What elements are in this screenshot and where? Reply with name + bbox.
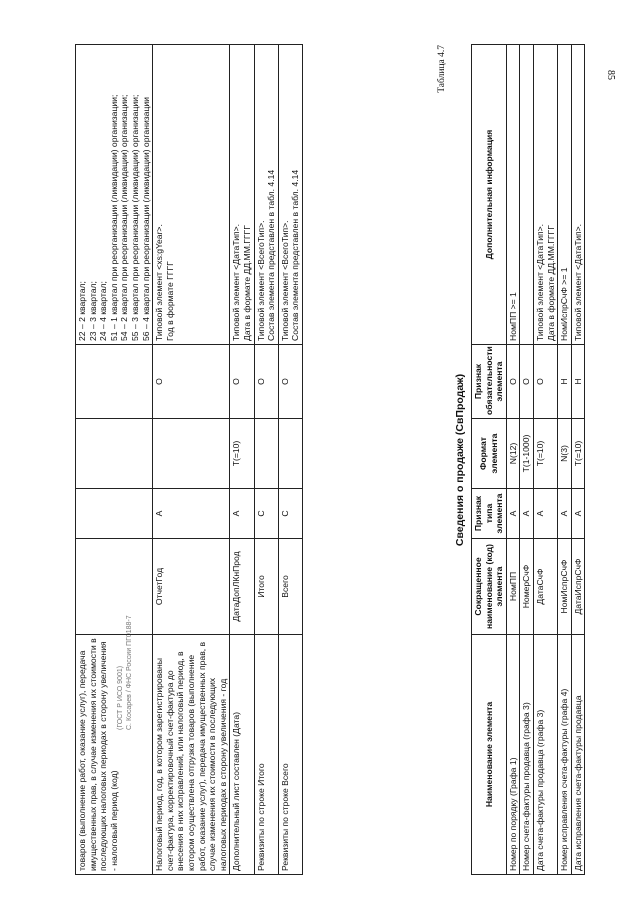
continuation-table <box>75 44 303 875</box>
cell-info: Типовой элемент <ВсегоТип>. Состав элемента представлен в табл. 4.14 <box>278 45 302 345</box>
cell-short: НомПП <box>506 539 520 635</box>
table-row <box>558 45 572 875</box>
table-row <box>533 45 557 875</box>
cell-format <box>278 419 302 489</box>
cell-name: Реквизиты по строке Итого <box>254 635 278 875</box>
cell-type: С <box>278 489 302 539</box>
cell-short: НомерСчФ <box>520 539 534 635</box>
cell-format: N(3) <box>558 419 572 489</box>
cell-type: А <box>230 489 254 539</box>
cell-name: Дата счета-фактуры продавца (графа 3) <box>533 635 557 875</box>
cell-name: Номер по порядку (Графа 1) <box>506 635 520 875</box>
cell-format <box>254 419 278 489</box>
table-header-row <box>472 45 507 875</box>
cell-type: А <box>153 489 230 539</box>
header-name: Наименование элемента <box>472 635 507 875</box>
cell-type: С <box>254 489 278 539</box>
cell-format: N(12) <box>506 419 520 489</box>
cell-format <box>76 419 153 489</box>
header-short: Сокращенное наименование (код) элемента <box>472 539 507 635</box>
table-row <box>571 45 585 875</box>
stamp-line: (ГОСТ Р ИСО 9001) <box>117 665 124 730</box>
table-row <box>278 45 302 875</box>
cell-info: Типовой элемент <ВсегоТип>. Состав элемента представлен в табл. 4.14 <box>254 45 278 345</box>
cell-format: T(=10) <box>230 419 254 489</box>
stamp-line: С. Косарев / ФНС России ПГ0188-7 <box>126 615 133 730</box>
cell-name: Номер исправления счета-фактуры (графа 4) <box>558 635 572 875</box>
cell-type: А <box>571 489 585 539</box>
table-row <box>520 45 534 875</box>
cell-required: О <box>278 345 302 419</box>
cell-short: Всего <box>278 539 302 635</box>
cell-required: О <box>506 345 520 419</box>
cell-type: А <box>533 489 557 539</box>
cell-type: А <box>520 489 534 539</box>
page-number: 85 <box>605 70 616 80</box>
cell-required: О <box>533 345 557 419</box>
cell-format <box>153 419 230 489</box>
header-info: Дополнительная информация <box>472 45 507 345</box>
table-row <box>230 45 254 875</box>
cell-info: Типовой элемент <ДатаТип>. <box>571 45 585 345</box>
rotated-document <box>75 45 615 875</box>
cell-format: T(1-1000) <box>520 419 534 489</box>
header-format: Формат элемента <box>472 419 507 489</box>
cell-required <box>76 345 153 419</box>
cell-required: О <box>230 345 254 419</box>
cell-required: О <box>254 345 278 419</box>
table-row <box>254 45 278 875</box>
header-type: Признак типа элемента <box>472 489 507 539</box>
cell-required: О <box>153 345 230 419</box>
cell-name: Налоговый период, год, в котором зарегистрированы счет-фактура, корректировочный счет-фактура до внесения в них исправлений, или налоговый период, в котором осуществлена отгрузка товаров (выполнение работ, оказание услуг), передача имущественных прав, в случае изменения их стоимости в последующих налоговых периодах в сторону увеличения - год <box>153 635 230 875</box>
cell-short <box>76 539 153 635</box>
cell-info <box>520 45 534 345</box>
header-required: Признак обязательности элемента <box>472 345 507 419</box>
cell-short: ОтчетГод <box>153 539 230 635</box>
cell-required: Н <box>558 345 572 419</box>
cell-name: Дополнительный лист составлен (Дата) <box>230 635 254 875</box>
table-row <box>153 45 230 875</box>
cell-info: Типовой элемент <ДатаТип>. Дата в формате ДД.ММ.ГГГГ <box>533 45 557 345</box>
table-4-7 <box>471 44 585 875</box>
cell-short: ДатаСчФ <box>533 539 557 635</box>
cell-name: Реквизиты по строке Всего <box>278 635 302 875</box>
cell-type: А <box>506 489 520 539</box>
cell-name: Дата исправления счета-фактуры продавца <box>571 635 585 875</box>
cell-name: товаров (выполнение работ, оказание услуг), передача имущественных прав, в случае изменения их стоимости в последующих налоговых периодах в сторону увеличения - налоговый период (код) <box>76 635 153 875</box>
cell-type: А <box>558 489 572 539</box>
cell-type <box>76 489 153 539</box>
cell-format: T(=10) <box>571 419 585 489</box>
table-row <box>76 45 153 875</box>
table-title: Сведения о продаже (СвПродаж) <box>454 373 466 547</box>
table-row <box>506 45 520 875</box>
cell-short: Итого <box>254 539 278 635</box>
cell-short: ДатаДопЛКнПрод <box>230 539 254 635</box>
cell-required: О <box>520 345 534 419</box>
cell-short: НомИспрСчФ <box>558 539 572 635</box>
cell-info: Типовой элемент <ДатаТип>. Дата в формате ДД.ММ.ГГГГ <box>230 45 254 345</box>
table-label: Таблица 4.7 <box>437 45 447 93</box>
cell-format: T(=10) <box>533 419 557 489</box>
cell-info: НомИспрСчФ >= 1 <box>558 45 572 345</box>
cell-info: 22 – 2 квартал; 23 – 3 квартал; 24 – 4 квартал; 51 – 1 квартал при реорганизации (ликвидации) организации; 54 – 2 квартал при реорганизации (ликвидации) организации; 55 – 3 квартал при реорганизации (ликвидации) организации; 56 – 4 квартал при реорганизации (ликвидации) организации <box>76 45 153 345</box>
cell-short: ДатаИспрСчФ <box>571 539 585 635</box>
cell-info: Типовой элемент <xs:gYear>. Год в формате ГГГГ <box>153 45 230 345</box>
cell-name: Номер счета-фактуры продавца (графа 3) <box>520 635 534 875</box>
cell-required: Н <box>571 345 585 419</box>
cell-info: НомПП >= 1 <box>506 45 520 345</box>
